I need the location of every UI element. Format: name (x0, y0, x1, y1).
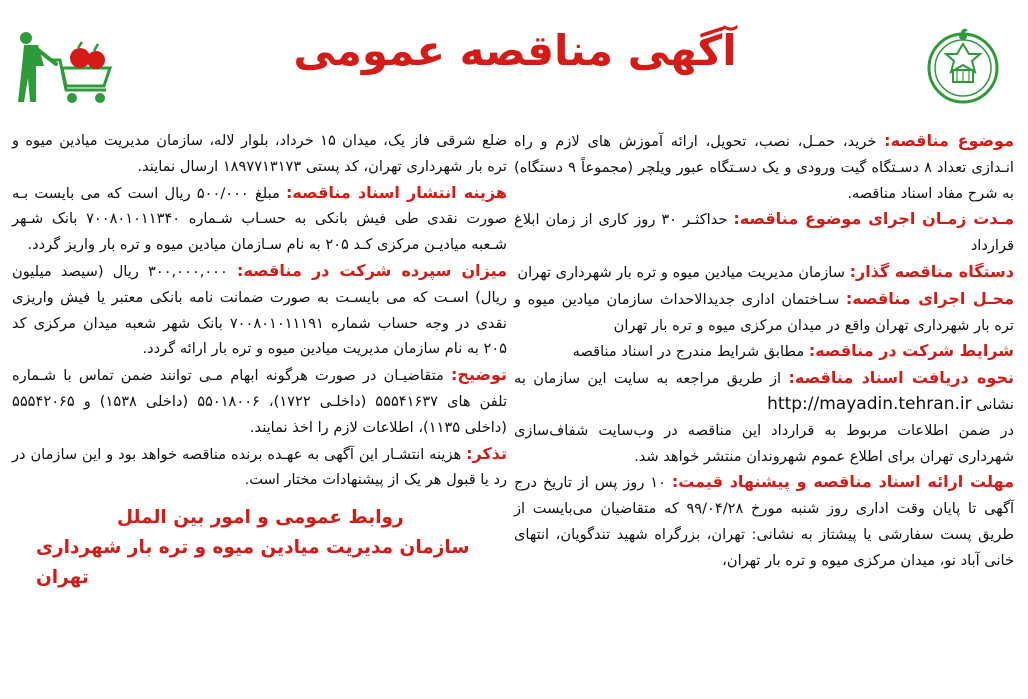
location-text: سـاختمان اداری جدیدالاحداث سازمان میادین میوه و تره بار شهرداری تهران واقع در میدان مرکزی میوه و تره بار تهران (514, 290, 1014, 334)
receive-label: نحوه دریافت اسناد مناقصه: (788, 368, 1015, 388)
duration-label: مـدت زمـان اجرای موضوع مناقصه: (733, 209, 1014, 229)
deadline-label: مهلت ارائه اسناد مناقصه و پیشنهاد قیمت: (671, 472, 1014, 492)
left-column (12, 128, 507, 691)
reminder-paragraph (12, 441, 507, 494)
deposit-label: میزان سپرده شرکت در مناقصه: (237, 260, 508, 280)
signature-department: روابط عمومی و امور بین الملل (117, 507, 404, 529)
conditions-paragraph (514, 338, 1014, 365)
cost-paragraph (12, 180, 507, 258)
transparency-text: در ضمن اطلاعات مربوط به قرارداد این مناقصه در وب‌سایت شفاف‌سازی شهرداری تهران برای اطلاع عموم شهروندان منتشر خواهد شد. (514, 421, 1014, 465)
tehran-municipality-logo-icon (922, 24, 1004, 106)
subject-text: خرید، حمـل، نصب، تحویل، ارائه آموزش های لازم و راه انـدازی تعداد ۸ دسـتگاه گیت ورودی و یک دسـتگاه عبور ویلچر (مجموعاً ۹ دستگاه) به شرح مفاد اسناد مناقصه. (514, 133, 1014, 202)
address-text: ضلع شرقی فاز یک، میدان ۱۵ خرداد، بلوار لاله، سازمان مدیریت میادین میوه و تره بار شهرداری تهران، کد پستی ۱۸۹۷۷۱۳۱۷۳ ارسال نمایند. (12, 132, 508, 175)
organizer-paragraph (514, 259, 1014, 286)
conditions-label: شرایط شرکت در مناقصه: (808, 341, 1014, 361)
conditions-text: مطابق شرایط مندرج در اسناد مناقصه (572, 343, 805, 361)
reminder-label: تذکر: (466, 443, 508, 463)
cost-text: مبلغ ۵۰۰/۰۰۰ ریال است که می بایست بـه صورت نقدی طی فیش بانکی به حسـاب شـماره ۷۰۰۸۰۱۰۱۱۳۴۰ بانک شـهر شـعبه میادیـن مرکزی کـد ۲۰۵ به نام سـازمان میادین میوه و تره بار واریز گردد. (12, 184, 507, 254)
receive-paragraph (514, 365, 1014, 418)
duration-paragraph (514, 206, 1014, 259)
transparency-paragraph (514, 418, 1014, 470)
right-column (514, 128, 1014, 691)
website-link[interactable]: http://mayadin.tehran.ir (767, 393, 972, 414)
shopping-cart-person-icon (14, 30, 122, 110)
deadline-paragraph (514, 469, 1014, 573)
header (0, 0, 1028, 118)
receive-text: از طریق مراجعه به سایت این سازمان به نشانی (514, 370, 1014, 413)
deposit-paragraph (12, 258, 507, 362)
note-paragraph (12, 362, 507, 440)
duration-text: حداکثـر ۳۰ روز کاری از زمان ابلاغ قرارداد (514, 211, 1014, 255)
deadline-text: ۱۰ روز پس از تاریخ درج آگهی تا پایان وقت اداری روز شنبه مورخ ۹۹/۰۴/۲۸ که متقاضیان می‌بایست از طریق پست سفارشی یا پیشتاز به نشانی: تهران، بزرگراه شهید تندگویان، انتهای خانی آباد نو، میدان مرکزی میوه و تره بار تهران، (514, 474, 1014, 569)
location-label: محـل اجرای مناقصه: (845, 288, 1015, 308)
reminder-text: هزینه انتشـار این آگهی به عهـده برنده مناقصه خواهد بود و این سازمان در رد یا قبول هر یک از پیشنهادات مختار است. (12, 445, 507, 489)
page-title: آگهی مناقصه عمومی (293, 26, 737, 75)
note-text: متقاضیـان در صورت هرگونه ابهام مـی توانند ضمن تماس با شـماره تلفن های ۵۵۵۴۱۶۳۷ (داخلـی ۱۷۲۲)، ۵۵۰۱۸۰۰۶ (داخلی ۱۵۳۸) و ۵۵۵۴۲۰۶۵ (داخلی ۱۱۳۵)، اطلاعات لازم را اخذ نمایند. (12, 367, 508, 436)
deposit-text: ۳۰۰,۰۰۰,۰۰۰ ریال (سیصد میلیون ریال) اسـت که می بایسـت به صورت ضمانت نامه بانکی معتبر یا فیش واریزی نقدی در وجه حساب شماره ۷۰۰۸۰۱۰۱۱۱۹۱ بانک شهر شعبه میدان مرکزی کد ۲۰۵ به نام سازمان مدیریت میادین میوه و تره بار ارائه گردد. (12, 262, 507, 358)
location-paragraph (514, 286, 1014, 339)
signature-block (12, 503, 507, 593)
note-label: توضیح: (451, 365, 507, 385)
organizer-text: سازمان مدیریت میادین میوه و تره بار شهرداری تهران (517, 263, 845, 281)
cost-label: هزینه انتشار اسناد مناقصه: (286, 182, 507, 202)
subject-label: موضوع مناقصه: (884, 131, 1014, 150)
signature-organization: سازمان مدیریت میادین میوه و تره بار شهرداری تهران (36, 537, 470, 589)
organizer-label: دستگاه مناقصه گذار: (849, 261, 1014, 281)
subject-paragraph (514, 128, 1014, 206)
address-paragraph (12, 128, 507, 180)
